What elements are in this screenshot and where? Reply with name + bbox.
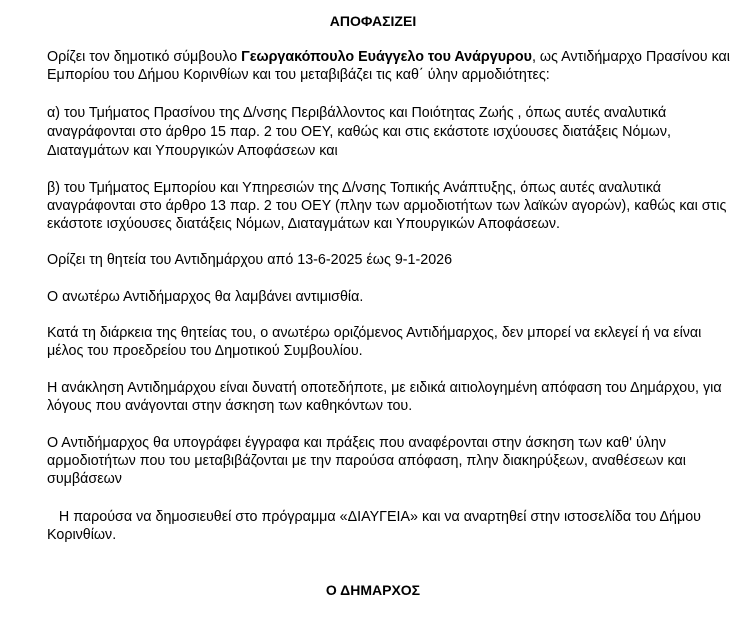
deputy-mayor-name: Γεωργακόπουλο Ευάγγελο του Ανάργυρου — [241, 49, 532, 65]
restriction-line-1: Κατά τη διάρκεια της θητείας του, ο ανωτέρω οριζόμενος Αντιδήμαρχος, δεν μπορεί να εκλεγεί ή να είναι — [47, 325, 702, 341]
publication-line-1: Η παρούσα να δημοσιευθεί στο πρόγραμμα «ΔΙΑΥΓΕΙΑ» και να αναρτηθεί στην ιστοσελίδα του Δήμου — [47, 509, 701, 525]
signature-line-3: συμβάσεων — [47, 471, 122, 487]
para-b-line-1: β) του Τμήματος Εμπορίου και Υπηρεσιών της Δ/νσης Τοπικής Ανάπτυξης, όπως αυτές αναλυτικά — [47, 180, 662, 196]
restriction-line-2: μέλος του προεδρείου του Δημοτικού Συμβουλίου. — [47, 343, 363, 359]
para-a-line-2: αναγράφονται στο άρθρο 15 παρ. 2 του ΟΕΥ, καθώς και στις εκάστοτε ισχύουσες διατάξεις Νόμων, — [47, 124, 671, 140]
term-paragraph: Ορίζει τη θητεία του Αντιδημάρχου από 13-6-2025 έως 9-1-2026 — [47, 252, 453, 268]
para-a-line-1: α) του Τμήματος Πρασίνου της Δ/νσης Περιβάλλοντος και Ποιότητας Ζωής , όπως αυτές αναλυτικά — [47, 105, 667, 121]
revocation-line-1: Η ανάκληση Αντιδημάρχου είναι δυνατή οποτεδήποτε, με ειδικά αιτιολογημένη απόφαση του Δημάρχου, για — [47, 380, 722, 396]
signature-line-1: Ο Αντιδήμαρχος θα υπογράφει έγγραφα και πράξεις που αναφέρονται στην άσκηση των καθ' ύλην — [47, 435, 667, 451]
para-a-line-3: Διαταγμάτων και Υπουργικών Αποφάσεων και — [47, 143, 338, 159]
publication-line-2: Κορινθίων. — [47, 527, 117, 543]
signature-line-2: αρμοδιοτήτων που του μεταβιβάζονται με την παρούσα απόφαση, πλην διακηρύξεων, αναθέσεων και — [47, 453, 686, 469]
intro-text-after: , ως Αντιδήμαρχο Πρασίνου και — [531, 49, 730, 65]
intro-line-2: Εμπορίου του Δήμου Κορινθίων και του μεταβιβάζει τις καθ΄ ύλην αρμοδιότητες: — [47, 67, 550, 83]
decision-heading: ΑΠΟΦΑΣΙΖΕΙ — [329, 13, 417, 29]
compensation-paragraph: Ο ανωτέρω Αντιδήμαρχος θα λαμβάνει αντιμισθία. — [47, 289, 364, 305]
intro-line-1 — [47, 49, 730, 66]
intro-text-before: Ορίζει τον δημοτικό σύμβουλο — [47, 49, 242, 65]
para-b-line-3: εκάστοτε ισχύουσες διατάξεις Νόμων, Διαταγμάτων και Υπουργικών Αποφάσεων. — [47, 216, 560, 232]
revocation-line-2: λόγους που ανάγονται στην άσκηση των καθηκόντων του. — [47, 398, 413, 414]
mayor-signature-title: Ο ΔΗΜΑΡΧΟΣ — [325, 582, 421, 598]
para-b-line-2: αναγράφονται στο άρθρο 13 παρ. 2 του ΟΕΥ (πλην των αρμοδιοτήτων των λαϊκών αγορών), καθώς και στις — [47, 198, 727, 214]
